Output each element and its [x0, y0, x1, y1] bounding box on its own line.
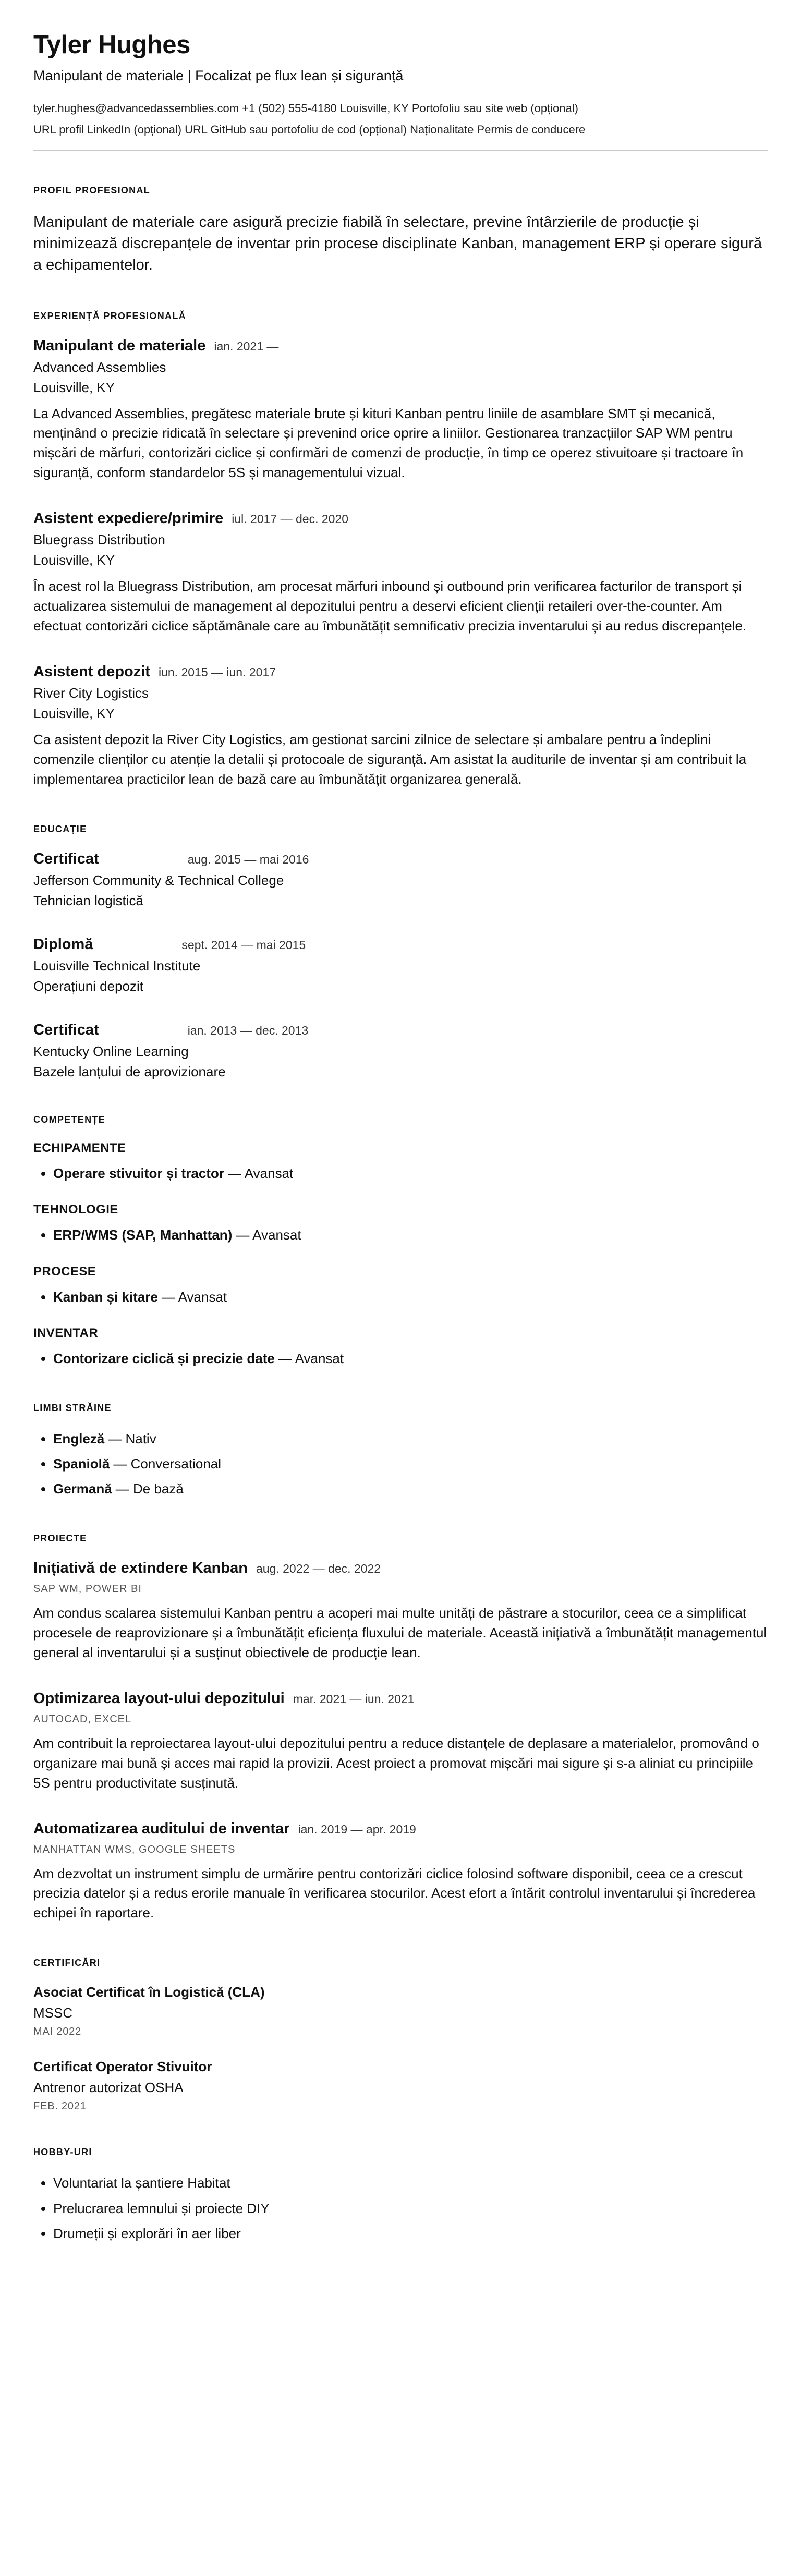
candidate-tagline: Manipulant de materiale | Focalizat pe flux lean și siguranță: [33, 68, 404, 83]
section-hobbies: [33, 2147, 768, 2243]
skill-group: [33, 1326, 768, 1368]
skill-group-title: INVENTAR: [33, 1326, 99, 1341]
job-description: Ca asistent depozit la River City Logistics, am gestionat sarcini zilnice de selectare și ambalare pentru a îndeplini comenzile clienților cu atenție la detalii și protocoale de siguranță. Am asistat la auditurile de inventar și am contribuit la implementarea practicilor lean de bază care au îmbunătățit organizarea generală.: [33, 732, 747, 787]
job-location: Louisville, KY: [33, 706, 115, 722]
skill-list: [33, 1349, 768, 1368]
section-certifications: [33, 1958, 768, 2112]
job-location: Louisville, KY: [33, 552, 115, 568]
contact-row-1: [33, 100, 768, 117]
education-title-row: [33, 850, 768, 868]
certification-date: MAI 2022: [33, 2026, 82, 2038]
language-level: — Nativ: [108, 1430, 156, 1447]
skill-name: Contorizare ciclică și precizie date: [53, 1351, 275, 1367]
job-title: Manipulant de materiale: [33, 337, 206, 354]
job-description: La Advanced Assemblies, pregătesc materiale brute și kituri Kanban pentru liniile de asamblare SMT și mecanică, menținând o precizie ridicată în selectare și prevenind orice oprire a liniilor. Gestionarea tranzacțiilor SAP WM pentru mișcări de mărfuri, contorizări ciclice și confirmări de comenzi de producție, în timp ce operez stivuitoare și tractoare în siguranță, conform standardelor 5S și managementului vizual.: [33, 405, 744, 481]
project-description: Am contribuit la reproiectarea layout-ului depozitului pentru a reduce distanțele de deplasare a materialelor, promovând o organizare mai bună și acces mai rapid la provizii. Acest proiect a promovat mișcări mai sigure și s-a aliniat cu principiile 5S pentru productivitate susținută.: [33, 1735, 759, 1791]
skill-group: [33, 1265, 768, 1306]
skill-level: — Avansat: [161, 1289, 227, 1305]
contact-email: tyler.hughes@advancedassemblies.com: [33, 102, 239, 115]
job-entry: [33, 337, 768, 483]
job-title-row: [33, 337, 768, 355]
skill-group-title: PROCESE: [33, 1264, 96, 1279]
education-school: Kentucky Online Learning: [33, 1043, 189, 1060]
hobby-item: • Prelucrarea lemnului și proiecte DIY: [53, 2199, 768, 2218]
skill-item: [53, 1164, 768, 1183]
education-degree: Diplomă: [33, 936, 93, 953]
education-entry: [33, 1022, 768, 1080]
language-name: Germană: [53, 1481, 112, 1497]
header-divider: [33, 150, 768, 151]
education-school: Louisville Technical Institute: [33, 958, 201, 974]
job-entry: [33, 663, 768, 789]
certification-name: Certificat Operator Stivuitor: [33, 2059, 212, 2075]
education-field: Tehnician logistică: [33, 893, 144, 909]
project-description: Am dezvoltat un instrument simplu de urmărire pentru contorizări ciclice folosind software disponibil, ceea ce a crescut precizia datelor și a redus erorile manuale în verificarea stocurilor. Acest efort a întărit controlul inventarului și încrederea echipei în raportare.: [33, 1865, 756, 1921]
language-item: [53, 1479, 768, 1498]
project-dates: ian. 2019 — apr. 2019: [298, 1822, 416, 1836]
job-title: Asistent depozit: [33, 663, 150, 681]
skill-group: [33, 1202, 768, 1244]
skill-list: [33, 1225, 768, 1244]
skill-level: — Avansat: [236, 1227, 301, 1243]
education-school: Jefferson Community & Technical College: [33, 872, 284, 889]
skill-group: [33, 1141, 768, 1183]
contact-website: Portofoliu sau site web (opțional): [411, 102, 578, 115]
section-languages: [33, 1403, 768, 1499]
certification-issuer: Antrenor autorizat OSHA: [33, 2080, 184, 2096]
candidate-name: Tyler Hughes: [33, 31, 190, 59]
project-title: Inițiativă de extindere Kanban: [33, 1559, 248, 1576]
contact-linkedin: URL profil LinkedIn (opțional): [33, 123, 182, 136]
skill-name: Kanban și kitare: [53, 1289, 158, 1305]
education-dates: ian. 2013 — dec. 2013: [187, 1024, 309, 1038]
project-entry: [33, 1560, 768, 1663]
certification-date: FEB. 2021: [33, 2100, 87, 2112]
job-location: Louisville, KY: [33, 379, 115, 395]
language-level: — Conversational: [113, 1456, 222, 1472]
job-dates: iun. 2015 — iun. 2017: [158, 665, 276, 679]
skill-group-title: TEHNOLOGIE: [33, 1202, 118, 1217]
project-title: Optimizarea layout-ului depozitului: [33, 1690, 285, 1707]
skill-list: [33, 1164, 768, 1183]
certification-entry: [33, 2059, 768, 2112]
education-field: Operațiuni depozit: [33, 978, 144, 994]
project-tools: AUTOCAD, EXCEL: [33, 1713, 132, 1725]
project-dates: aug. 2022 — dec. 2022: [256, 1561, 381, 1575]
section-title-certifications: CERTIFICĂRI: [33, 1958, 101, 1969]
section-title-languages: LIMBI STRĂINE: [33, 1402, 112, 1413]
section-title-experience: EXPERIENȚĂ PROFESIONALĂ: [33, 310, 186, 321]
skill-name: Operare stivuitor și tractor: [53, 1165, 224, 1182]
project-tools: MANHATTAN WMS, GOOGLE SHEETS: [33, 1843, 236, 1855]
section-title-skills: COMPETENȚE: [33, 1114, 106, 1125]
education-title-row: [33, 936, 768, 953]
project-title-row: [33, 1690, 768, 1707]
job-company: Advanced Assemblies: [33, 359, 166, 375]
hobby-item: • Drumeții și explorări în aer liber: [53, 2224, 768, 2243]
job-title-row: [33, 663, 768, 681]
language-name: Spaniolă: [53, 1456, 110, 1472]
skill-name: ERP/WMS (SAP, Manhattan): [53, 1227, 233, 1243]
contact-row-2: [33, 121, 768, 138]
job-company: Bluegrass Distribution: [33, 532, 165, 548]
education-entry: [33, 936, 768, 994]
skill-item: [53, 1349, 768, 1368]
project-title-row: [33, 1560, 768, 1577]
section-title-education: EDUCAȚIE: [33, 824, 87, 835]
skill-level: — Avansat: [228, 1165, 294, 1182]
job-title: Asistent expediere/primire: [33, 510, 224, 527]
job-company: River City Logistics: [33, 685, 149, 701]
education-entry: [33, 850, 768, 909]
section-education: [33, 824, 768, 1080]
project-description: Am condus scalarea sistemului Kanban pentru a acoperi mai multe unități de păstrare a stocurilor, ceea ce a simplificat procesele de reaprovizionare și a îmbunătățit eficiența fluxului de materiale. Această inițiativă a îmbunătățit managementul general al inventarului și a susținut obiectivele de producție lean.: [33, 1605, 767, 1660]
certification-issuer: MSSC: [33, 2005, 73, 2021]
certification-entry: [33, 1984, 768, 2038]
section-skills: [33, 1114, 768, 1368]
section-title-hobbies: HOBBY-URI: [33, 2147, 92, 2158]
job-description: În acest rol la Bluegrass Distribution, am procesat mărfuri inbound și outbound prin verificarea facturilor de transport și actualizarea sistemului de management al depozitului pentru a deservi eficient clienții retaileri over-the-counter. Am efectuat contorizări ciclice săptămânale care au îmbunătățit semnificativ precizia inventarului și au redus discrepanțele.: [33, 578, 747, 634]
contact-github: URL GitHub sau portofoliu de cod (opțional): [185, 123, 407, 136]
project-tools: SAP WM, POWER BI: [33, 1583, 142, 1595]
job-entry: [33, 510, 768, 636]
education-field: Bazele lanțului de aprovizionare: [33, 1064, 226, 1080]
project-dates: mar. 2021 — iun. 2021: [293, 1692, 415, 1706]
section-projects: [33, 1533, 768, 1924]
skill-group-title: ECHIPAMENTE: [33, 1141, 126, 1156]
skill-level: — Avansat: [278, 1351, 344, 1367]
skill-item: [53, 1225, 768, 1244]
language-item: [53, 1429, 768, 1448]
education-title-row: [33, 1022, 768, 1039]
contact-location: Louisville, KY: [339, 102, 409, 115]
project-title-row: [33, 1820, 768, 1838]
education-dates: sept. 2014 — mai 2015: [181, 938, 306, 952]
section-title-projects: PROIECTE: [33, 1533, 87, 1544]
education-degree: Certificat: [33, 850, 99, 868]
job-title-row: [33, 510, 768, 527]
section-experience: [33, 311, 768, 790]
education-dates: aug. 2015 — mai 2016: [187, 853, 309, 867]
project-title: Automatizarea auditului de inventar: [33, 1820, 290, 1837]
education-degree: Certificat: [33, 1022, 99, 1039]
contact-phone: +1 (502) 555-4180: [242, 102, 337, 115]
language-name: Engleză: [53, 1430, 105, 1447]
project-entry: [33, 1690, 768, 1793]
profile-text: Manipulant de materiale care asigură precizie fiabilă în selectare, previne întârzierile de producție și minimizează discrepanțele de inventar prin procese disciplinate Kanban, management ERP și operare sigură a echipamentelor.: [33, 214, 762, 274]
job-dates: iul. 2017 — dec. 2020: [232, 512, 349, 526]
job-dates: ian. 2021 —: [214, 339, 279, 353]
contact-nationality: Naționalitate: [410, 123, 474, 136]
language-list: [33, 1429, 768, 1499]
language-level: — De bază: [115, 1481, 184, 1497]
contact-driving-license: Permis de conducere: [477, 123, 586, 136]
language-item: [53, 1454, 768, 1473]
hobby-item: • Voluntariat la șantiere Habitat: [53, 2173, 768, 2192]
project-entry: [33, 1820, 768, 1924]
resume-header: [33, 30, 768, 151]
skill-list: [33, 1287, 768, 1306]
certification-name: Asociat Certificat în Logistică (CLA): [33, 1984, 265, 2000]
hobby-list: [33, 2173, 768, 2243]
skill-item: [53, 1287, 768, 1306]
section-title-profile: PROFIL PROFESIONAL: [33, 185, 151, 196]
section-profile: [33, 185, 768, 276]
